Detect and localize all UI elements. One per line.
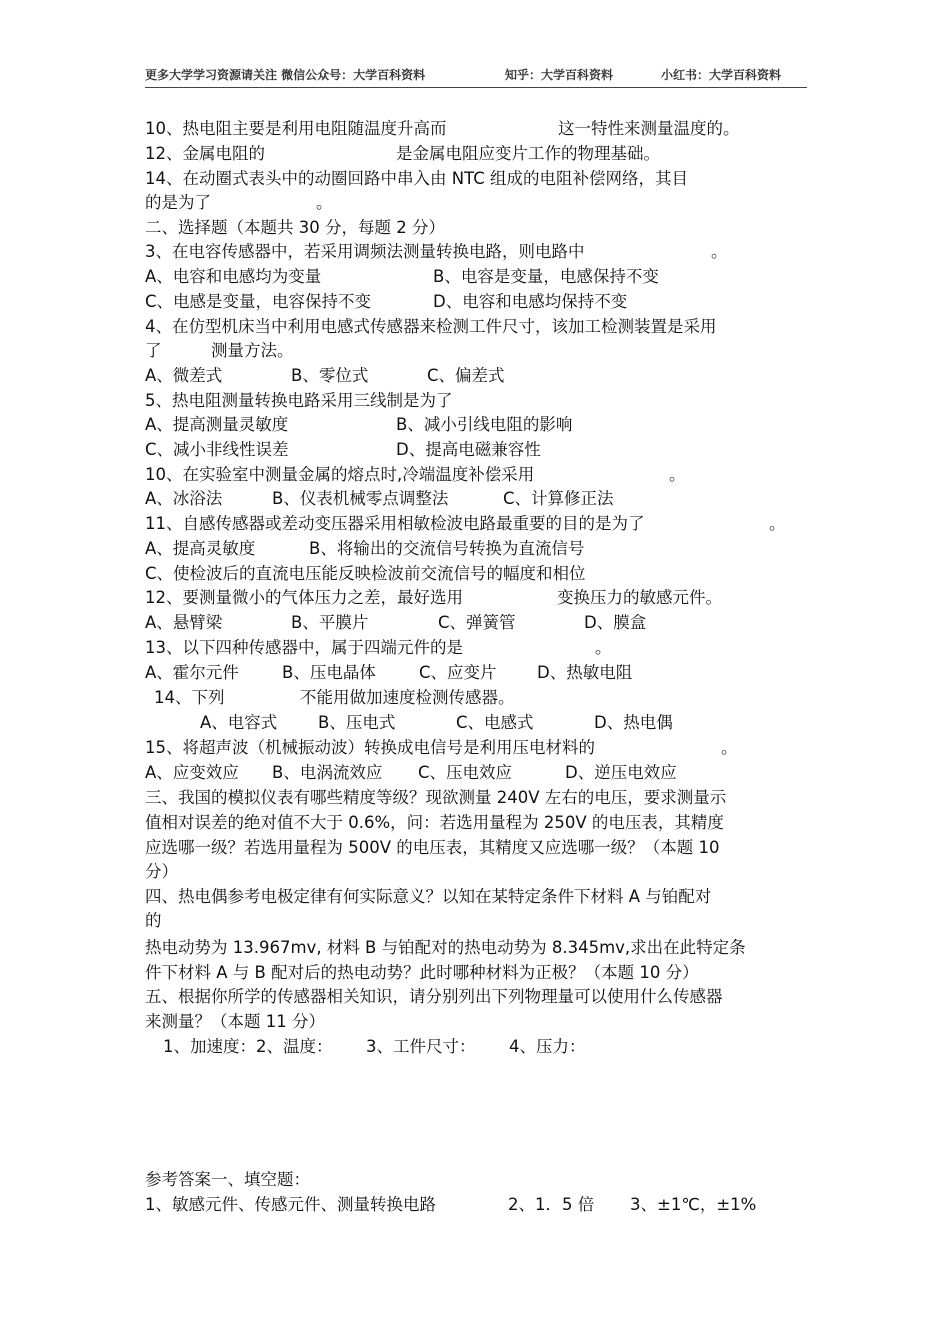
question-text: 分） bbox=[145, 862, 178, 881]
question-text: 14、下列 bbox=[154, 688, 225, 707]
question-text: 三、我国的模拟仪表有哪些精度等级？现欲测量 240V 左右的电压，要求测量示 bbox=[145, 788, 727, 807]
question-text: 件下材料 A 与 B 配对后的热电动势？此时哪种材料为正极？（本题 10 分） bbox=[145, 963, 699, 982]
question-text-cont: 。 bbox=[769, 514, 786, 533]
option-d: D、逆压电效应 bbox=[565, 763, 677, 782]
question-text: 10、在实验室中测量金属的熔点时,冷端温度补偿采用 bbox=[145, 465, 535, 484]
question-text: 12、要测量微小的气体压力之差，最好选用 bbox=[145, 588, 463, 607]
option-a: A、霍尔元件 bbox=[145, 663, 239, 682]
question-text-cont: 。 bbox=[711, 242, 728, 261]
question-text: 了 bbox=[145, 341, 162, 360]
question-text: 四、热电偶参考电极定律有何实际意义？以知在某特定条件下材料 A 与铂配对 bbox=[145, 887, 712, 906]
option-c: C、减小非线性误差 bbox=[145, 440, 289, 459]
option-a: A、悬臂梁 bbox=[145, 613, 223, 632]
option-d: D、热敏电阻 bbox=[537, 663, 633, 682]
question-text: 13、以下四种传感器中，属于四端元件的是 bbox=[145, 638, 463, 657]
item-text: 1、加速度：2、温度： bbox=[163, 1037, 333, 1056]
option-b: B、零位式 bbox=[291, 366, 369, 385]
item-text: 3、工件尺寸： bbox=[366, 1037, 476, 1056]
question-text: 3、在电容传感器中，若采用调频法测量转换电路，则电路中 bbox=[145, 242, 585, 261]
option-b: B、平膜片 bbox=[291, 613, 369, 632]
option-c: C、计算修正法 bbox=[503, 489, 614, 508]
section-heading: 参考答案一、填空题： bbox=[145, 1170, 310, 1189]
question-text-cont: 不能用做加速度检测传感器。 bbox=[300, 688, 515, 707]
option-b: B、将输出的交流信号转换为直流信号 bbox=[309, 539, 585, 558]
option-c: C、弹簧管 bbox=[438, 613, 516, 632]
question-text-cont: 这一特性来测量温度的。 bbox=[558, 119, 740, 138]
answer-text: 2、1．5 倍 bbox=[508, 1195, 595, 1214]
answer-text: 3、±1℃，±1% bbox=[630, 1195, 757, 1214]
question-text-cont: 。 bbox=[595, 638, 612, 657]
section-heading: 二、选择题（本题共 30 分，每题 2 分） bbox=[145, 218, 445, 237]
option-d: D、膜盒 bbox=[584, 613, 647, 632]
question-text: 值相对误差的绝对值不大于 0.6%，问：若选用量程为 250V 的电压表，其精度 bbox=[145, 813, 724, 832]
option-c: C、应变片 bbox=[419, 663, 497, 682]
option-b: B、电涡流效应 bbox=[272, 763, 383, 782]
question-text: 14、在动圈式表头中的动圈回路中串入由 NTC 组成的电阻补偿网络，其目 bbox=[145, 169, 688, 188]
question-text: 4、在仿型机床当中利用电感式传感器来检测工件尺寸，该加工检测装置是采用 bbox=[145, 317, 717, 336]
question-text: 12、金属电阻的 bbox=[145, 144, 265, 163]
question-text: 的是为了 bbox=[145, 193, 211, 212]
option-c: C、压电效应 bbox=[418, 763, 513, 782]
option-a: A、提高灵敏度 bbox=[145, 539, 256, 558]
question-text: 热电动势为 13.967mv, 材料 B 与铂配对的热电动势为 8.345mv,求出在此特定条 bbox=[145, 938, 746, 957]
answer-text: 1、敏感元件、传感元件、测量转换电路 bbox=[145, 1195, 436, 1214]
question-text-cont: 。 bbox=[669, 465, 686, 484]
question-text: 11、自感传感器或差动变压器采用相敏检波电路最重要的目的是为了 bbox=[145, 514, 645, 533]
item-text: 4、压力： bbox=[509, 1037, 586, 1056]
option-d: D、热电偶 bbox=[594, 713, 673, 732]
question-text: 来测量？（本题 11 分） bbox=[145, 1012, 325, 1031]
header-follow-text: 更多大学学习资源请关注 微信公众号：大学百科资料 bbox=[145, 68, 426, 82]
option-a: A、电容式 bbox=[200, 713, 278, 732]
page-header bbox=[145, 64, 807, 86]
option-b: B、减小引线电阻的影响 bbox=[396, 415, 573, 434]
header-divider bbox=[145, 87, 807, 88]
option-c: C、电感是变量，电容保持不变 bbox=[145, 292, 372, 311]
header-zhihu-text: 知乎：大学百科资料 bbox=[505, 68, 614, 82]
option-a: A、提高测量灵敏度 bbox=[145, 415, 289, 434]
question-text-cont: 。 bbox=[721, 738, 738, 757]
option-a: A、应变效应 bbox=[145, 763, 239, 782]
option-c: C、使检波后的直流电压能反映检波前交流信号的幅度和相位 bbox=[145, 564, 586, 583]
question-text: 15、将超声波（机械振动波）转换成电信号是利用压电材料的 bbox=[145, 738, 595, 757]
question-text-cont: 是金属电阻应变片工作的物理基础。 bbox=[396, 144, 660, 163]
option-a: A、冰浴法 bbox=[145, 489, 223, 508]
option-b: B、压电晶体 bbox=[282, 663, 376, 682]
option-d: D、提高电磁兼容性 bbox=[396, 440, 541, 459]
option-a: A、电容和电感均为变量 bbox=[145, 267, 322, 286]
option-d: D、电容和电感均保持不变 bbox=[433, 292, 628, 311]
option-b: B、压电式 bbox=[318, 713, 396, 732]
option-a: A、微差式 bbox=[145, 366, 223, 385]
option-b: B、电容是变量，电感保持不变 bbox=[433, 267, 659, 286]
question-text-cont: 变换压力的敏感元件。 bbox=[557, 588, 722, 607]
option-b: B、仪表机械零点调整法 bbox=[272, 489, 449, 508]
question-text: 5、热电阻测量转换电路采用三线制是为了 bbox=[145, 391, 453, 410]
header-xiaohongshu-text: 小红书：大学百科资料 bbox=[661, 68, 782, 82]
question-text: 应选哪一级？若选用量程为 500V 的电压表，其精度又应选哪一级？（本题 10 bbox=[145, 838, 720, 857]
option-c: C、偏差式 bbox=[427, 366, 505, 385]
question-text: 的 bbox=[145, 911, 162, 930]
question-text-cont: 测量方法。 bbox=[211, 341, 294, 360]
question-text: 10、热电阻主要是利用电阻随温度升高而 bbox=[145, 119, 447, 138]
question-text: 五、根据你所学的传感器相关知识，请分别列出下列物理量可以使用什么传感器 bbox=[145, 987, 723, 1006]
question-text-cont: 。 bbox=[316, 193, 333, 212]
option-c: C、电感式 bbox=[456, 713, 534, 732]
